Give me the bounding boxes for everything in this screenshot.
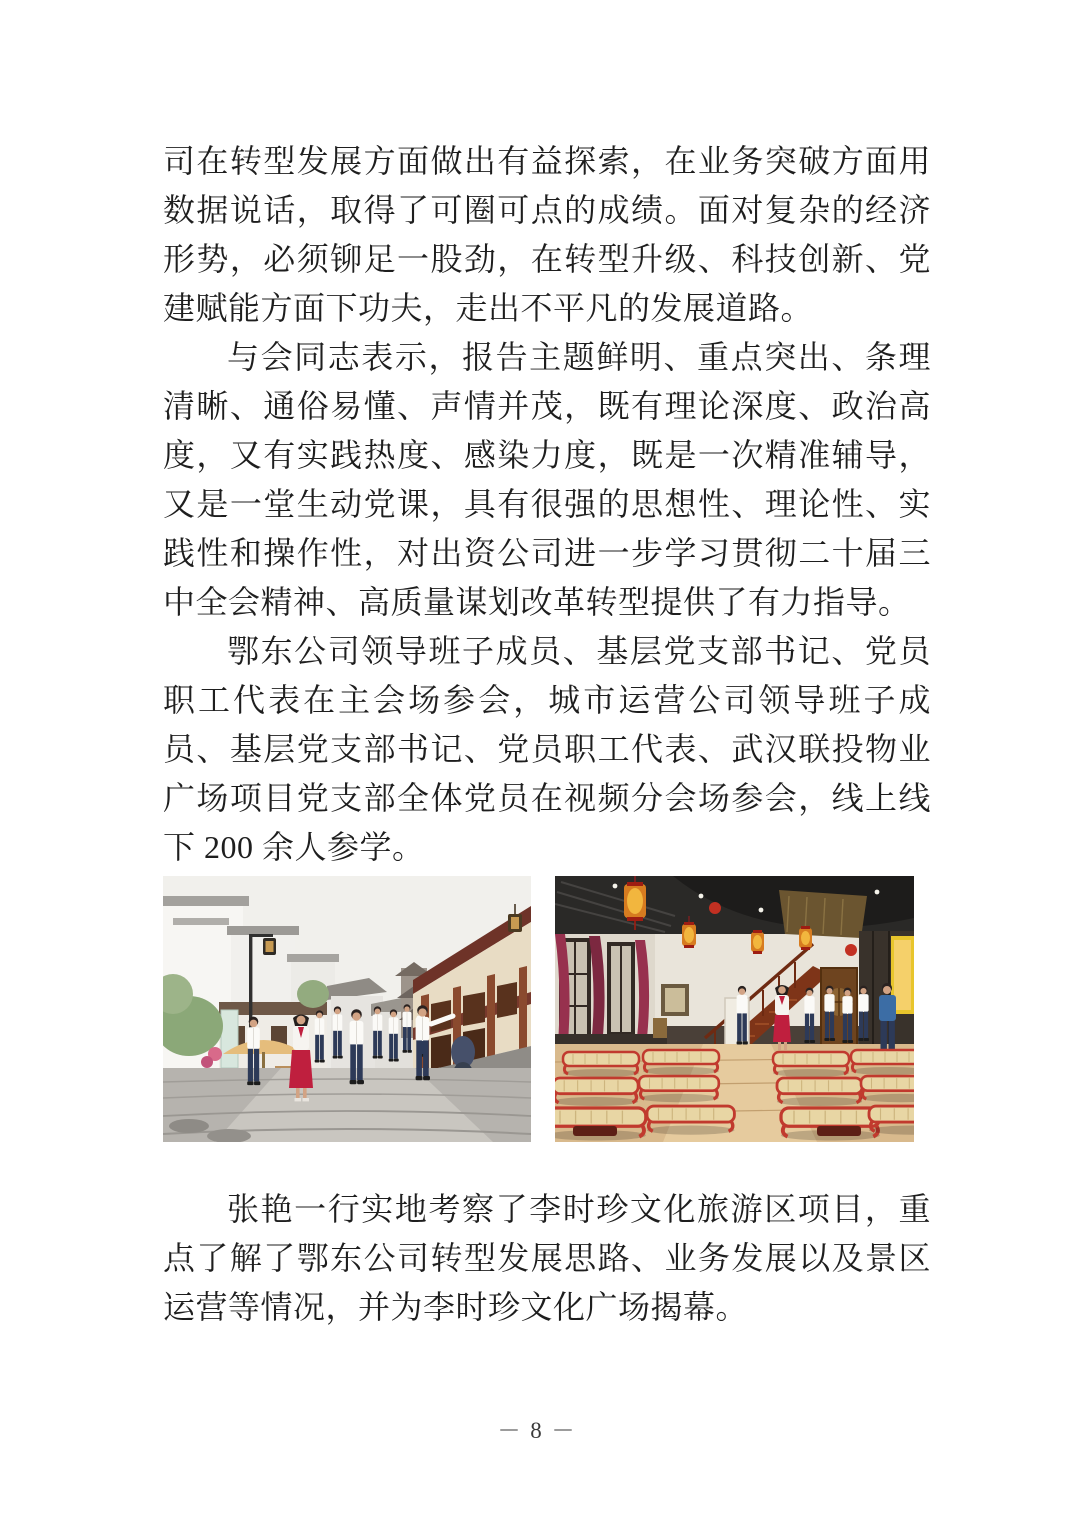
round-lantern-1	[709, 902, 721, 914]
document-body	[163, 137, 931, 1332]
photo-row	[163, 876, 931, 1142]
body-paragraph-1: 司在转型发展方面做出有益探索，在业务突破方面用数据说话，取得了可圈可点的成绩。面对复杂的经济形势，必须铆足一股劲，在转型升级、科技创新、党建赋能方面下功夫，走出不平凡的发展道路。	[163, 143, 931, 326]
round-lantern-2	[845, 944, 857, 956]
page-number: － 8 －	[497, 1418, 577, 1443]
body-paragraph-3: 鄂东公司领导班子成员、基层党支部书记、党员职工代表在主会场参会，城市运营公司领导班子成员、基层党支部书记、党员职工代表、武汉联投物业广场项目党支部全体党员在视频分会场参会，线上线下 200 余人参学。	[163, 633, 931, 865]
interior-visit-photo	[555, 876, 914, 1142]
body-paragraph-2: 与会同志表示，报告主题鲜明、重点突出、条理清晰、通俗易懂、声情并茂，既有理论深度、政治高度，又有实践热度、感染力度，既是一次精准辅导，又是一堂生动党课，具有很强的思想性、理论性、实践性和操作性，对出资公司进一步学习贯彻二十届三中全会精神、高质量谋划改革转型提供了有力指导。	[163, 339, 931, 620]
street-tour-photo	[163, 876, 531, 1142]
lantern-small-3	[799, 926, 812, 950]
body-paragraph-4: 张艳一行实地考察了李时珍文化旅游区项目，重点了解了鄂东公司转型发展思路、业务发展以及景区运营等情况，并为李时珍文化广场揭幕。	[163, 1191, 931, 1325]
lantern-small-2	[751, 930, 764, 954]
